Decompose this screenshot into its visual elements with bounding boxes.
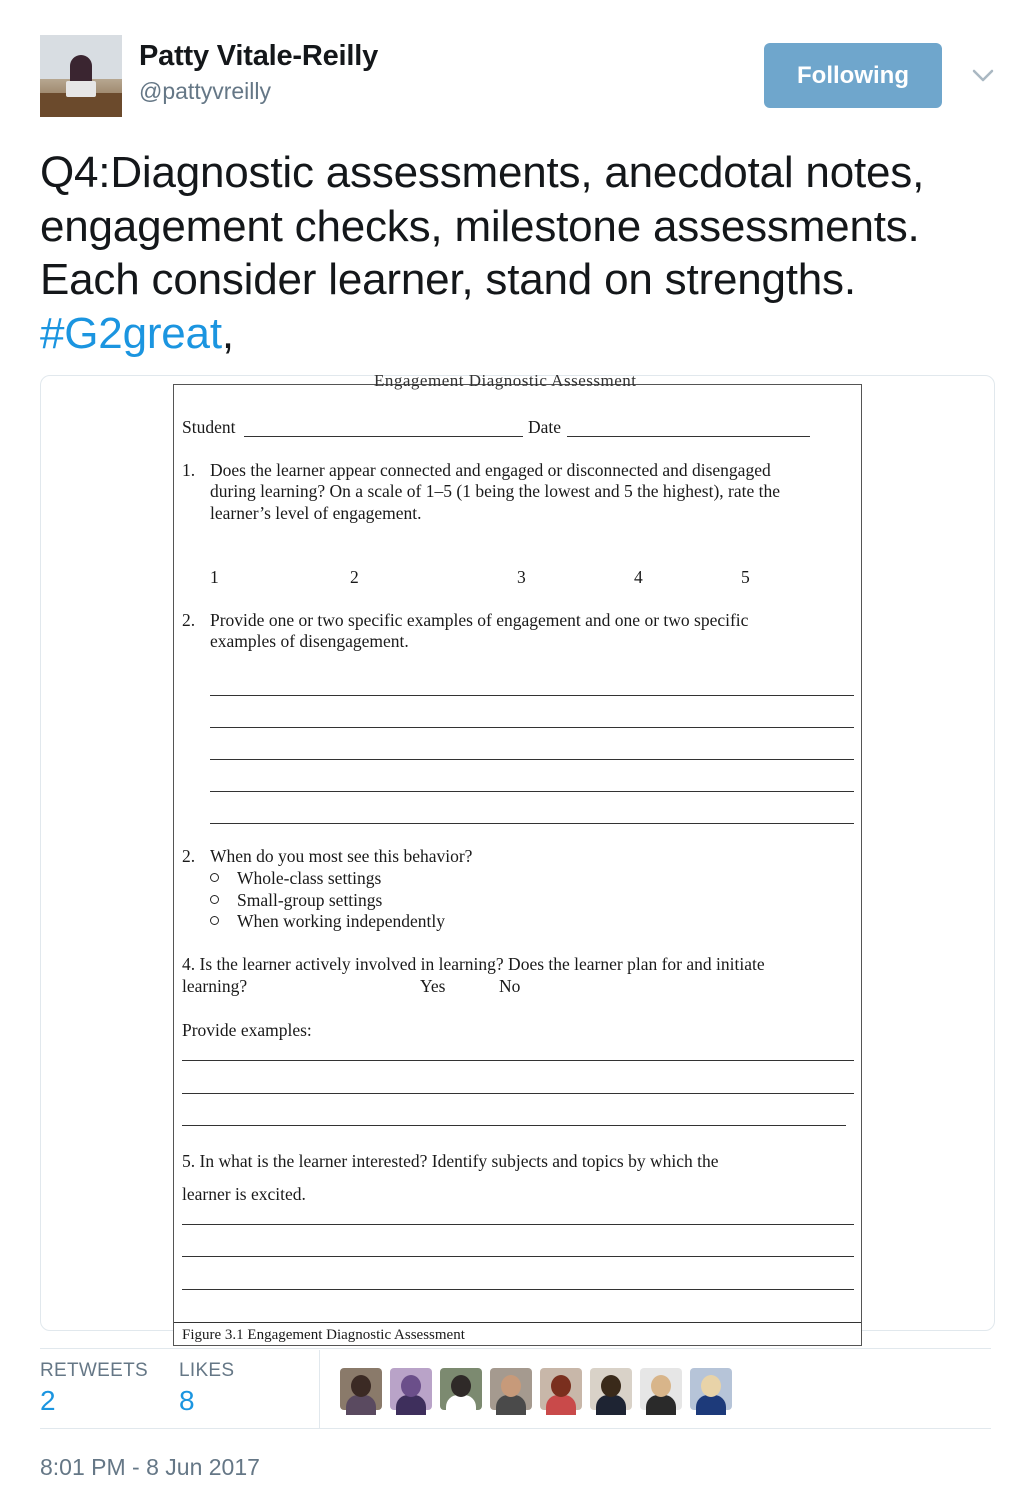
avatar-head: [401, 1375, 421, 1397]
answer-line: [182, 1289, 854, 1290]
student-label: Student: [182, 417, 236, 437]
option-whole-class: Whole-class settings: [210, 868, 381, 889]
author-name[interactable]: Patty Vitale-Reilly: [139, 40, 379, 72]
figure-caption: Figure 3.1 Engagement Diagnostic Assessment: [182, 1327, 465, 1343]
answer-line: [210, 759, 854, 760]
retweets-count[interactable]: 2: [40, 1385, 56, 1416]
q4-text-line-2: learning?: [182, 976, 248, 996]
tweet-image[interactable]: [40, 371, 995, 1343]
author-handle[interactable]: @pattyvreilly: [139, 78, 271, 104]
q1-text-line-2: during learning? On a scale of 1–5 (1 being the lowest and 5 the highest), rate the: [210, 481, 781, 501]
q2-text-line-1: Provide one or two specific examples of engagement and one or two specific: [210, 610, 749, 630]
liker-avatar[interactable]: [340, 1368, 382, 1410]
avatar-laptop: [66, 81, 96, 97]
avatar-body: [696, 1395, 726, 1415]
tweet-trailing-punctuation: ,: [221, 308, 234, 358]
option-independent: When working independently: [210, 911, 445, 932]
liker-avatar[interactable]: [490, 1368, 532, 1410]
scale-value: 5: [741, 567, 750, 587]
liker-avatar[interactable]: [390, 1368, 432, 1410]
q5-text-line-2: learner is excited.: [182, 1184, 306, 1204]
q3-text: When do you most see this behavior?: [210, 846, 473, 866]
provide-examples-label: Provide examples:: [182, 1020, 312, 1040]
tweet-timestamp[interactable]: 8:01 PM - 8 Jun 2017: [40, 1454, 260, 1480]
stats-vertical-divider: [319, 1350, 320, 1428]
liker-avatar[interactable]: [640, 1368, 682, 1410]
tweet-line-1: Q4:Diagnostic assessments, anecdotal notes,: [40, 148, 925, 197]
scale-value: 3: [517, 567, 526, 587]
no-label: No: [499, 976, 521, 996]
stats-top-divider: [40, 1348, 991, 1349]
chevron-down-icon[interactable]: [970, 62, 996, 88]
answer-line: [210, 823, 854, 824]
scale-value: 1: [210, 567, 219, 587]
avatar-body: [546, 1395, 576, 1415]
liker-avatar[interactable]: [540, 1368, 582, 1410]
avatar-head: [551, 1375, 571, 1397]
avatar-head: [651, 1375, 671, 1397]
document-title: Engagement Diagnostic Assessment: [374, 371, 637, 390]
author-avatar[interactable]: [40, 35, 122, 117]
answer-line: [210, 791, 854, 792]
tweet-text: [40, 146, 990, 360]
answer-line: [182, 1060, 854, 1061]
date-label: Date: [528, 417, 562, 437]
likes-count[interactable]: 8: [179, 1385, 195, 1416]
assessment-document: [173, 371, 862, 1346]
avatar-body: [596, 1395, 626, 1415]
avatar-body: [496, 1395, 526, 1415]
avatar-body: [446, 1395, 476, 1415]
avatar-head: [601, 1375, 621, 1397]
hashtag-link[interactable]: #G2great: [40, 308, 222, 358]
q3-number: 2.: [182, 846, 196, 866]
student-blank-line: [244, 436, 523, 437]
q2-number: 2.: [182, 610, 196, 630]
q4-text-line-1: 4. Is the learner actively involved in learning? Does the learner plan for and initiate: [182, 954, 765, 974]
liker-avatars: [340, 1368, 732, 1410]
q5-text-line-1: 5. In what is the learner interested? Identify subjects and topics by which the: [182, 1151, 719, 1171]
scale-value: 4: [634, 567, 643, 587]
document-footer-rule: [174, 1322, 861, 1323]
avatar-body: [646, 1395, 676, 1415]
q1-number: 1.: [182, 460, 196, 480]
bullet-icon: [210, 916, 219, 925]
avatar-body: [396, 1395, 426, 1415]
avatar-head: [701, 1375, 721, 1397]
option-small-group: Small-group settings: [210, 890, 382, 911]
tweet-line-4: [40, 307, 990, 361]
tweet-line-3: Each consider learner, stand on strengths.: [40, 255, 856, 304]
liker-avatar[interactable]: [690, 1368, 732, 1410]
bullet-icon: [210, 895, 219, 904]
q1-text-line-1: Does the learner appear connected and engaged or disconnected and disengaged: [210, 460, 771, 480]
following-button[interactable]: Following: [764, 43, 942, 108]
q2-text-line-2: examples of disengagement.: [210, 631, 409, 651]
date-blank-line: [567, 436, 810, 437]
retweets-label[interactable]: RETWEETS: [40, 1360, 148, 1381]
yes-label: Yes: [420, 976, 446, 996]
avatar-head: [351, 1375, 371, 1397]
stats-bottom-divider: [40, 1428, 991, 1429]
avatar-body: [346, 1395, 376, 1415]
liker-avatar[interactable]: [440, 1368, 482, 1410]
bullet-icon: [210, 873, 219, 882]
answer-line: [210, 727, 854, 728]
tweet-line-2: engagement checks, milestone assessments.: [40, 201, 920, 251]
answer-line: [182, 1125, 846, 1126]
liker-avatar[interactable]: [590, 1368, 632, 1410]
avatar-head: [501, 1375, 521, 1397]
likes-label[interactable]: LIKES: [179, 1360, 235, 1381]
answer-line: [182, 1224, 854, 1225]
answer-line: [210, 695, 854, 696]
avatar-head: [451, 1375, 471, 1397]
q1-text-line-3: learner’s level of engagement.: [210, 503, 422, 523]
answer-line: [182, 1093, 854, 1094]
answer-line: [182, 1256, 854, 1257]
scale-value: 2: [350, 567, 359, 587]
